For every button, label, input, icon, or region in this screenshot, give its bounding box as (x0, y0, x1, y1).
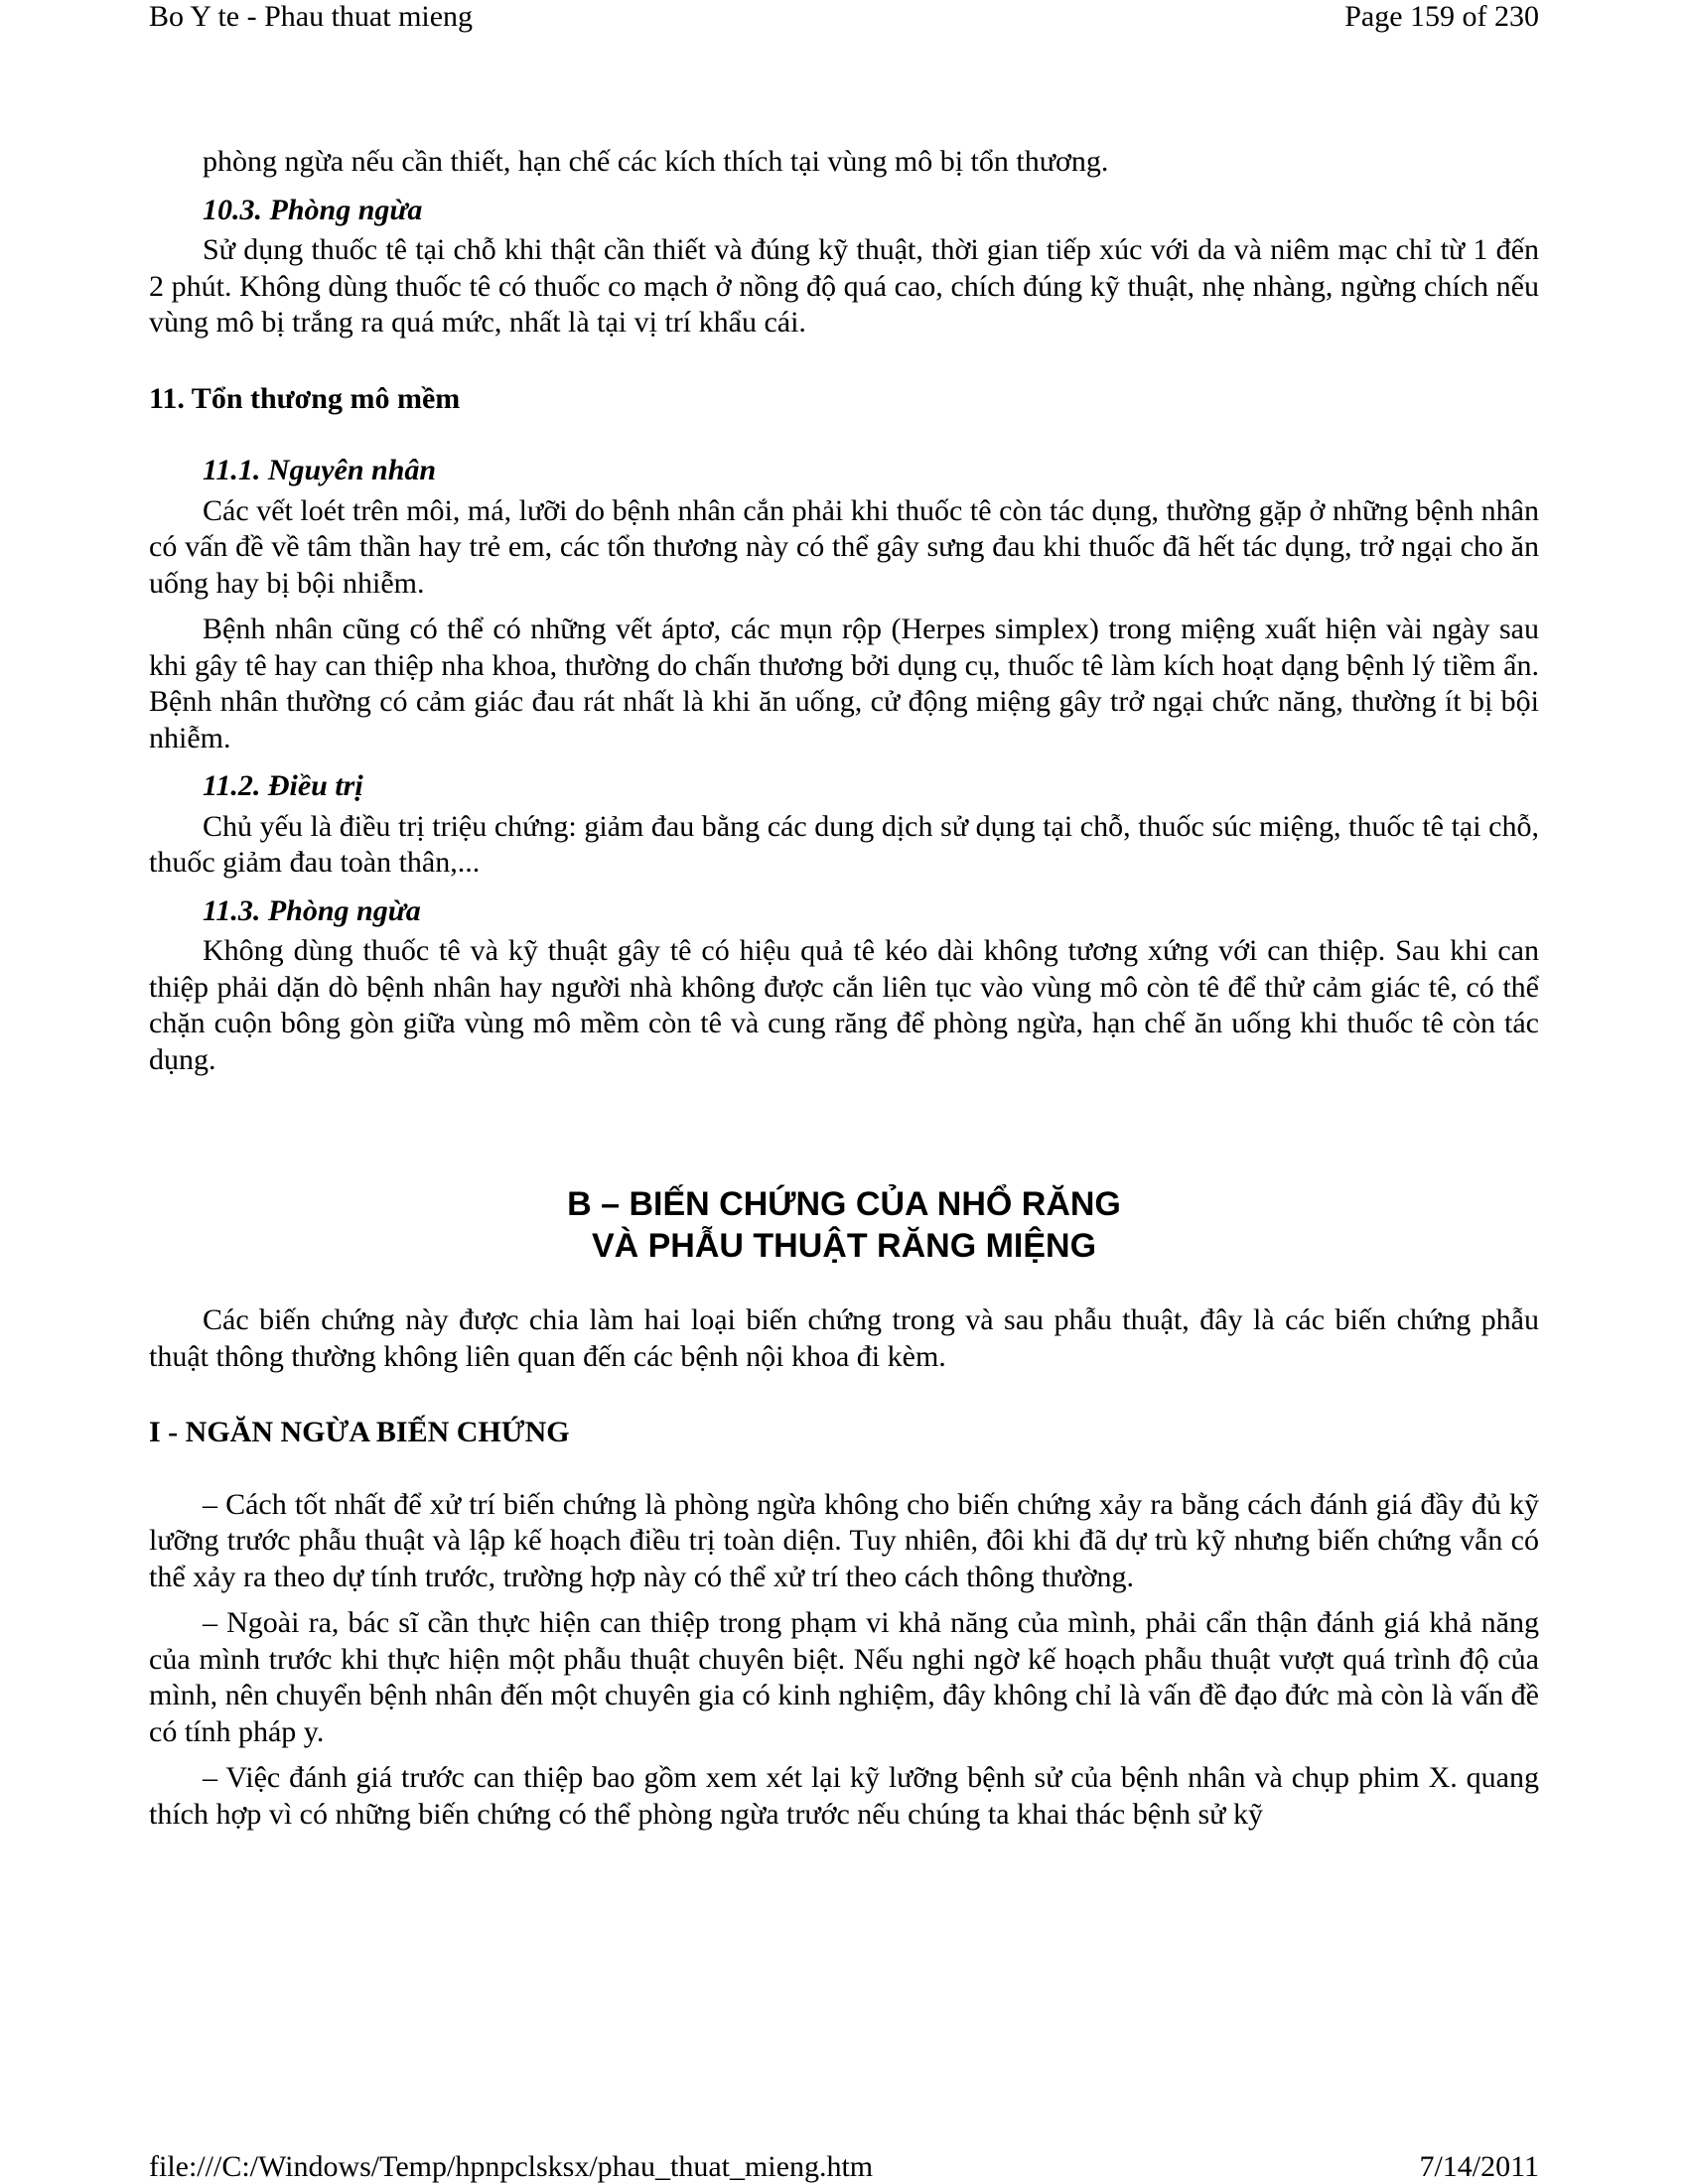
paragraph-11-1-b: Bệnh nhân cũng có thể có những vết áptơ, các mụn rộp (Herpes simplex) trong miệng xuất hiện vài ngày sau khi gây tê hay can thiệp nha khoa, thường do chấn thương bởi dụng cụ, thuốc tê làm kích hoạt dạng bệnh lý tiềm ẩn. Bệnh nhân thường có cảm giác đau rát nhất là khi ăn uống, cử động miệng gây trở ngại chức năng, thường ít bị bội nhiễm. (149, 613, 1539, 754)
paragraph-11-1-a: Các vết loét trên môi, má, lưỡi do bệnh nhân cắn phải khi thuốc tê còn tác dụng, thường gặp ở những bệnh nhân có vấn đề về tâm thần hay trẻ em, các tổn thương này có thể gây sưng đau khi thuốc đã hết tác dụng, trở ngại cho ăn uống hay bị bội nhiễm. (149, 493, 1539, 600)
header-title: Bo Y te - Phau thuat mieng (149, 0, 474, 33)
footer-file-path: file:///C:/Windows/Temp/hpnpclsksx/phau_thuat_mieng.htm (149, 2150, 874, 2183)
paragraph-I-1: – Cách tốt nhất để xử trí biến chứng là phòng ngừa không cho biến chứng xảy ra bằng cách đánh giá đầy đủ kỹ lưỡng trước phẫu thuật và lập kế hoạch điều trị toàn diện. Tuy nhiên, đôi khi đã dự trù kỹ nhưng biến chứng vẫn có thể xảy ra theo dự tính trước, trường hợp này có thể xử trí theo cách thông thường. (149, 1487, 1539, 1593)
continuation-paragraph: phòng ngừa nếu cần thiết, hạn chế các kích thích tại vùng mô bị tổn thương. (203, 145, 1109, 178)
intro-paragraph: Các biến chứng này được chia làm hai loại biến chứng trong và sau phẫu thuật, đây là các biến chứng phẫu thuật thông thường không liên quan đến các bệnh nội khoa đi kèm. (149, 1303, 1539, 1373)
footer-date: 7/14/2011 (1419, 2150, 1539, 2183)
heading-11: 11. Tổn thương mô mềm (149, 381, 461, 415)
subheading-10-3: 10.3. Phòng ngừa (203, 193, 423, 226)
subheading-11-1: 11.1. Nguyên nhân (203, 454, 437, 486)
chapter-heading-line-2: VÀ PHẪU THUẬT RĂNG MIỆNG (591, 1227, 1097, 1265)
paragraph-11-3: Không dùng thuốc tê và kỹ thuật gây tê có hiệu quả tê kéo dài không tương xứng với can thiệp. Sau khi can thiệp phải dặn dò bệnh nhân hay người nhà không được cắn liên tục vào vùng mô còn tê để thử cảm giác tê, có thể chặn cuộn bông gòn giữa vùng mô mềm còn tê và cung răng để phòng ngừa, hạn chế ăn uống khi thuốc tê còn tác dụng. (149, 934, 1539, 1076)
chapter-heading-line-1: B – BIẾN CHỨNG CỦA NHỔ RĂNG (567, 1185, 1121, 1223)
heading-I: I - NGĂN NGỪA BIẾN CHỨNG (149, 1416, 570, 1448)
paragraph-11-2: Chủ yếu là điều trị triệu chứng: giảm đau bằng các dung dịch sử dụng tại chỗ, thuốc súc miệng, thuốc tê tại chỗ, thuốc giảm đau toàn thân,... (149, 809, 1539, 879)
subheading-11-3: 11.3. Phòng ngừa (203, 893, 421, 927)
subheading-11-2: 11.2. Điều trị (203, 769, 363, 802)
paragraph-I-3: – Việc đánh giá trước can thiệp bao gồm xem xét lại kỹ lưỡng bệnh sử của bệnh nhân và chụp phim X. quang thích hợp vì có những biến chứng có thể phòng ngừa trước nếu chúng ta khai thác bệnh sử kỹ (149, 1761, 1539, 1831)
chapter-heading (149, 1183, 1539, 1267)
paragraph-10-3: Sử dụng thuốc tê tại chỗ khi thật cần thiết và đúng kỹ thuật, thời gian tiếp xúc với da và niêm mạc chỉ từ 1 đến 2 phút. Không dùng thuốc tê có thuốc co mạch ở nồng độ quá cao, chích đúng kỹ thuật, nhẹ nhàng, ngừng chích nếu vùng mô bị trắng ra quá mức, nhất là tại vị trí khẩu cái. (149, 233, 1539, 339)
document-body (149, 144, 1539, 1833)
paragraph-I-2: – Ngoài ra, bác sĩ cần thực hiện can thiệp trong phạm vi khả năng của mình, phải cẩn thận đánh giá khả năng của mình trước khi thực hiện một phẫu thuật chuyên biệt. Nếu nghi ngờ kế hoạch phẫu thuật vượt quá trình độ của mình, nên chuyển bệnh nhân đến một chuyên gia có kinh nghiệm, đây không chỉ là vấn đề đạo đức mà còn là vấn đề có tính pháp y. (149, 1606, 1539, 1748)
header-page-number: Page 159 of 230 (1344, 0, 1539, 33)
